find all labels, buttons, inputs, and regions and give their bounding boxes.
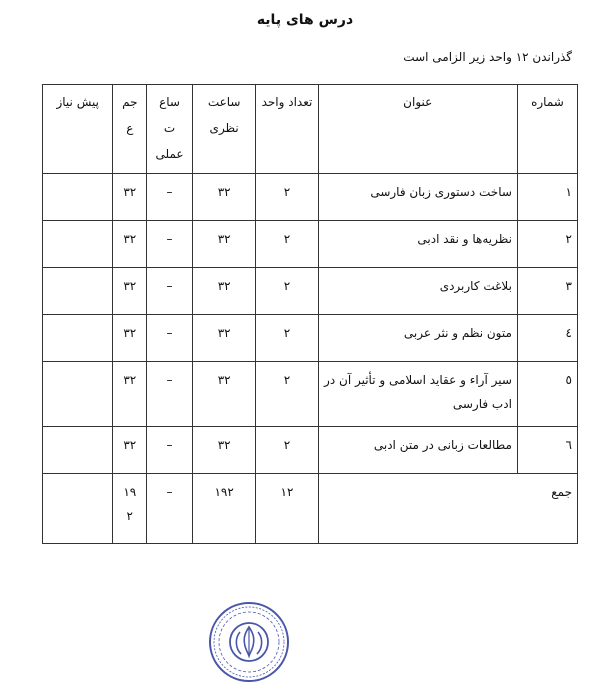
- table-row: [43, 174, 578, 221]
- row-total: ۳۲: [113, 174, 147, 221]
- row-units: ۲: [256, 221, 318, 268]
- row-practical: –: [147, 174, 193, 221]
- table-row: [43, 221, 578, 268]
- row-prereq: [43, 174, 113, 221]
- row-title: بلاغت کاربردی: [318, 268, 517, 315]
- row-theory: ۳۲: [192, 315, 255, 362]
- header-theory-hours: ساعت نظری: [192, 85, 255, 174]
- page-title: درس های پایه: [256, 12, 354, 28]
- row-prereq: [43, 427, 113, 474]
- row-theory: ۳۲: [192, 268, 255, 315]
- row-number: ۲: [517, 221, 577, 268]
- row-theory: ۳۲: [192, 427, 255, 474]
- totals-theory: ۱۹۲: [192, 474, 255, 544]
- totals-label: جمع: [318, 474, 577, 544]
- row-title: مطالعات زبانی در متن ادبی: [318, 427, 517, 474]
- row-practical: –: [147, 427, 193, 474]
- table-totals-row: [43, 474, 578, 544]
- row-prereq: [43, 221, 113, 268]
- header-title: عنوان: [318, 85, 517, 174]
- row-total: ۳۲: [113, 362, 147, 427]
- row-number: ٤: [517, 315, 577, 362]
- row-practical: –: [147, 315, 193, 362]
- row-total: ۳۲: [113, 315, 147, 362]
- courses-table: [42, 84, 578, 544]
- table-row: [43, 268, 578, 315]
- row-total: ۳۲: [113, 268, 147, 315]
- row-number: ۳: [517, 268, 577, 315]
- row-title: متون نظم و نثر عربی: [318, 315, 517, 362]
- row-practical: –: [147, 221, 193, 268]
- header-number: شماره: [517, 85, 577, 174]
- row-practical: –: [147, 362, 193, 427]
- row-title: نظریه‌ها و نقد ادبی: [318, 221, 517, 268]
- row-units: ۲: [256, 315, 318, 362]
- row-number: ٦: [517, 427, 577, 474]
- header-total: جم ع: [113, 85, 147, 174]
- row-theory: ۳۲: [192, 362, 255, 427]
- row-number: ۱: [517, 174, 577, 221]
- row-theory: ۳۲: [192, 174, 255, 221]
- totals-prereq: [43, 474, 113, 544]
- table-row: [43, 315, 578, 362]
- row-title: ساخت دستوری زبان فارسی: [318, 174, 517, 221]
- row-prereq: [43, 315, 113, 362]
- table-row: [43, 427, 578, 474]
- row-number: ٥: [517, 362, 577, 427]
- page-subtitle: گذراندن ۱۲ واحد زیر الزامی است: [403, 50, 572, 64]
- row-practical: –: [147, 268, 193, 315]
- row-prereq: [43, 268, 113, 315]
- table-header-row: [43, 85, 578, 174]
- table-row: [43, 362, 578, 427]
- row-theory: ۳۲: [192, 221, 255, 268]
- row-total: ۳۲: [113, 427, 147, 474]
- header-prerequisite: پیش نیاز: [43, 85, 113, 174]
- row-units: ۲: [256, 362, 318, 427]
- row-total: ۳۲: [113, 221, 147, 268]
- header-units: تعداد واحد: [256, 85, 318, 174]
- header-practical-hours: ساع ت عملی: [147, 85, 193, 174]
- totals-practical: –: [147, 474, 193, 544]
- row-units: ۲: [256, 427, 318, 474]
- row-units: ۲: [256, 268, 318, 315]
- totals-units: ۱۲: [256, 474, 318, 544]
- totals-total: ۱۹ ۲: [113, 474, 147, 544]
- row-title: سیر آراء و عقاید اسلامی و تأثیر آن در ادب فارسی: [318, 362, 517, 427]
- emblem-of-iran-seal-icon: [207, 600, 291, 684]
- row-units: ۲: [256, 174, 318, 221]
- row-prereq: [43, 362, 113, 427]
